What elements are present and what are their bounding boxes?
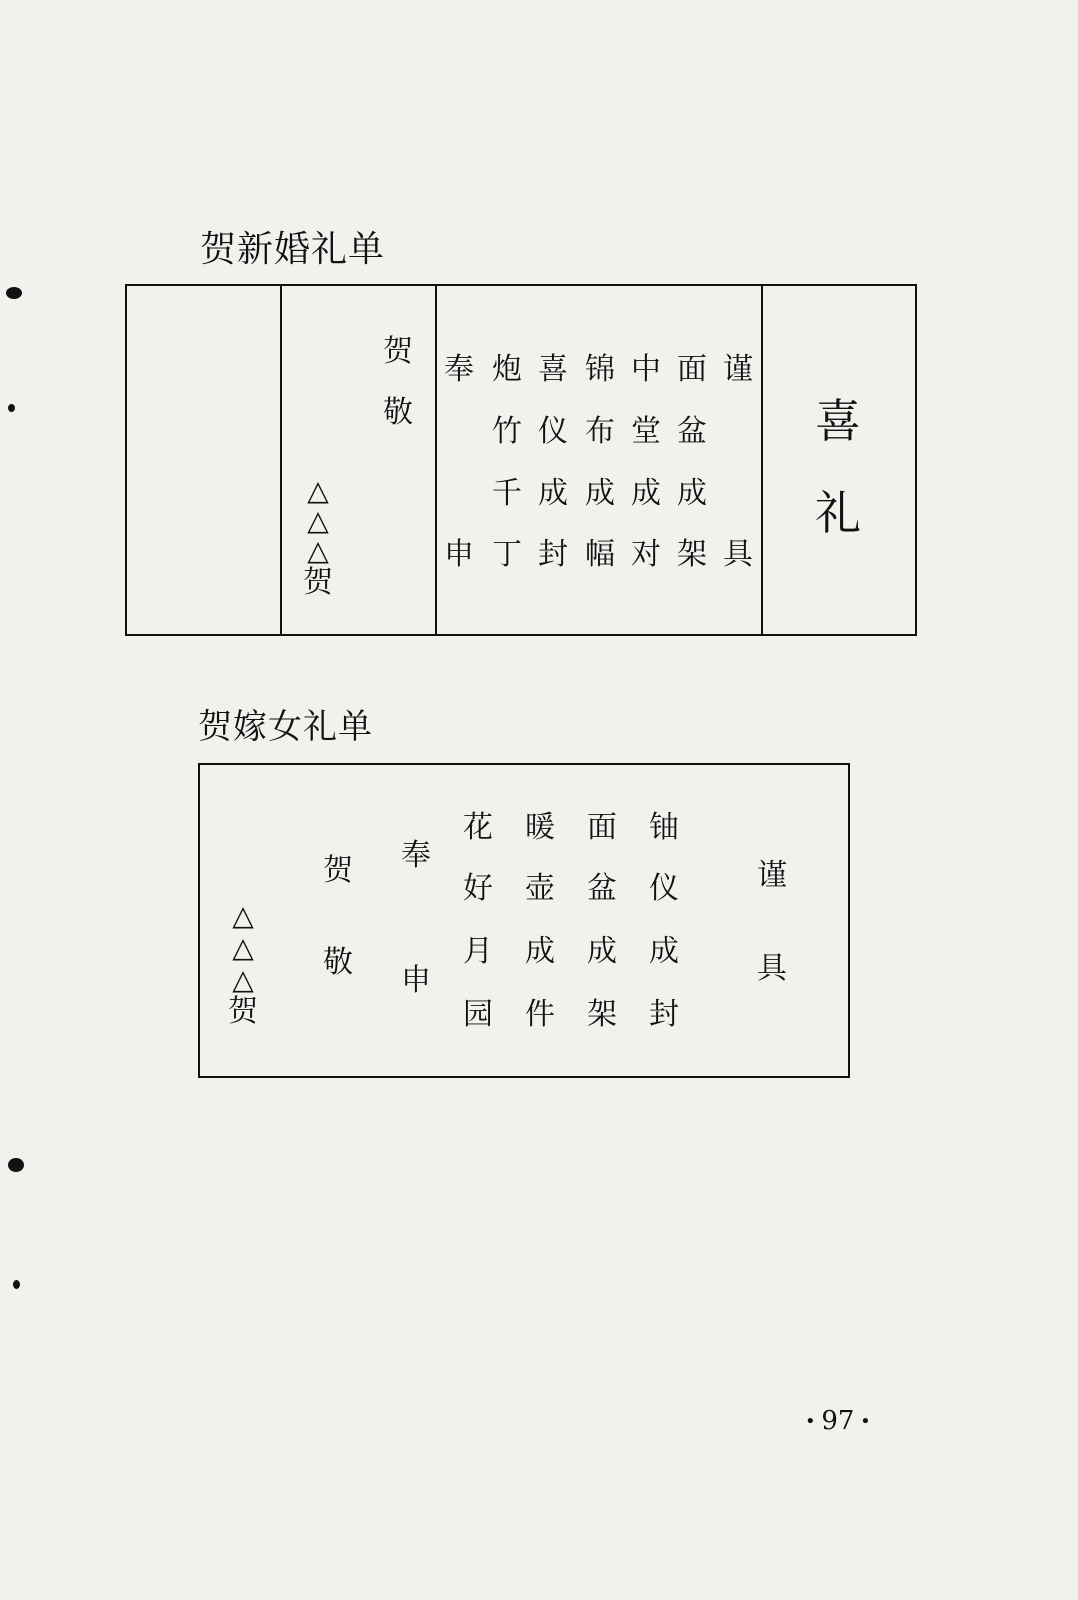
gift-cell: 成: [525, 934, 555, 969]
closing-text: 具: [757, 951, 787, 986]
gift-cell: 铀: [649, 810, 679, 845]
gift-cell: 盆: [677, 414, 707, 449]
gift-cell: 成: [677, 476, 707, 511]
sender-greeting: 贺: [383, 334, 413, 369]
column-divider: [280, 284, 282, 636]
card-label: 喜: [815, 394, 861, 448]
marriage-list-title: 贺嫁女礼单: [198, 707, 373, 747]
gift-cell: 月: [463, 934, 493, 969]
gift-cell: 暖: [525, 810, 555, 845]
name-placeholder-mark: △: [232, 963, 254, 996]
gift-cell: 千: [492, 476, 522, 511]
gift-cell: 仪: [649, 871, 679, 906]
gift-cell: 竹: [492, 414, 522, 449]
gift-cell: 奉: [444, 352, 474, 387]
gift-cell: 幅: [585, 537, 615, 572]
gift-cell: 盆: [587, 871, 617, 906]
gift-cell: 谨: [723, 352, 753, 387]
gift-cell: 堂: [631, 414, 661, 449]
gift-cell: 封: [649, 997, 679, 1032]
gift-cell: 成: [587, 934, 617, 969]
page-number: [805, 1408, 871, 1434]
offer-text: 奉: [401, 838, 431, 873]
gift-cell: 架: [677, 537, 707, 572]
gift-cell: 对: [631, 537, 661, 572]
gift-cell: 成: [631, 476, 661, 511]
scan-mark: [13, 1280, 20, 1289]
gift-cell: 壶: [525, 871, 555, 906]
sender-sign: 贺: [228, 994, 258, 1029]
gift-cell: 布: [585, 414, 615, 449]
sender-greeting: 敬: [323, 945, 353, 980]
gift-cell: 中: [631, 352, 661, 387]
gift-cell: 件: [525, 997, 555, 1032]
gift-cell: 面: [677, 352, 707, 387]
sender-greeting: 敬: [383, 395, 413, 430]
marriage-gift-card: [198, 763, 850, 1078]
sender-greeting: 贺: [323, 853, 353, 888]
gift-cell: 面: [587, 810, 617, 845]
gift-cell: 成: [585, 476, 615, 511]
gift-cell: 成: [649, 934, 679, 969]
page-number-value: 97: [821, 1406, 855, 1436]
gift-cell: 仪: [538, 414, 568, 449]
column-divider: [435, 284, 437, 636]
sender-sign: 贺: [303, 565, 333, 600]
name-placeholder-mark: △: [307, 504, 329, 537]
name-placeholder-mark: △: [232, 931, 254, 964]
name-placeholder-mark: △: [307, 474, 329, 507]
scan-mark: [6, 287, 22, 299]
gift-cell: 丁: [492, 537, 522, 572]
gift-cell: 喜: [538, 352, 568, 387]
gift-cell: 好: [463, 871, 493, 906]
name-placeholder-mark: △: [307, 534, 329, 567]
card-label: 礼: [815, 486, 861, 540]
column-divider: [761, 284, 763, 636]
scan-mark: [8, 1158, 24, 1172]
wedding-list-title: 贺新婚礼单: [200, 229, 386, 270]
closing-text: 谨: [757, 858, 787, 893]
name-placeholder-mark: △: [232, 899, 254, 932]
gift-cell: 园: [463, 997, 493, 1032]
offer-text: 申: [401, 963, 431, 998]
gift-cell: 花: [463, 810, 493, 845]
gift-cell: 炮: [492, 352, 522, 387]
gift-cell: 架: [587, 997, 617, 1032]
gift-cell: 锦: [585, 352, 615, 387]
gift-cell: 具: [723, 537, 753, 572]
gift-cell: 封: [538, 537, 568, 572]
scan-mark: [8, 404, 15, 412]
gift-cell: 申: [444, 537, 474, 572]
gift-cell: 成: [538, 476, 568, 511]
wedding-gift-card: [125, 284, 917, 636]
